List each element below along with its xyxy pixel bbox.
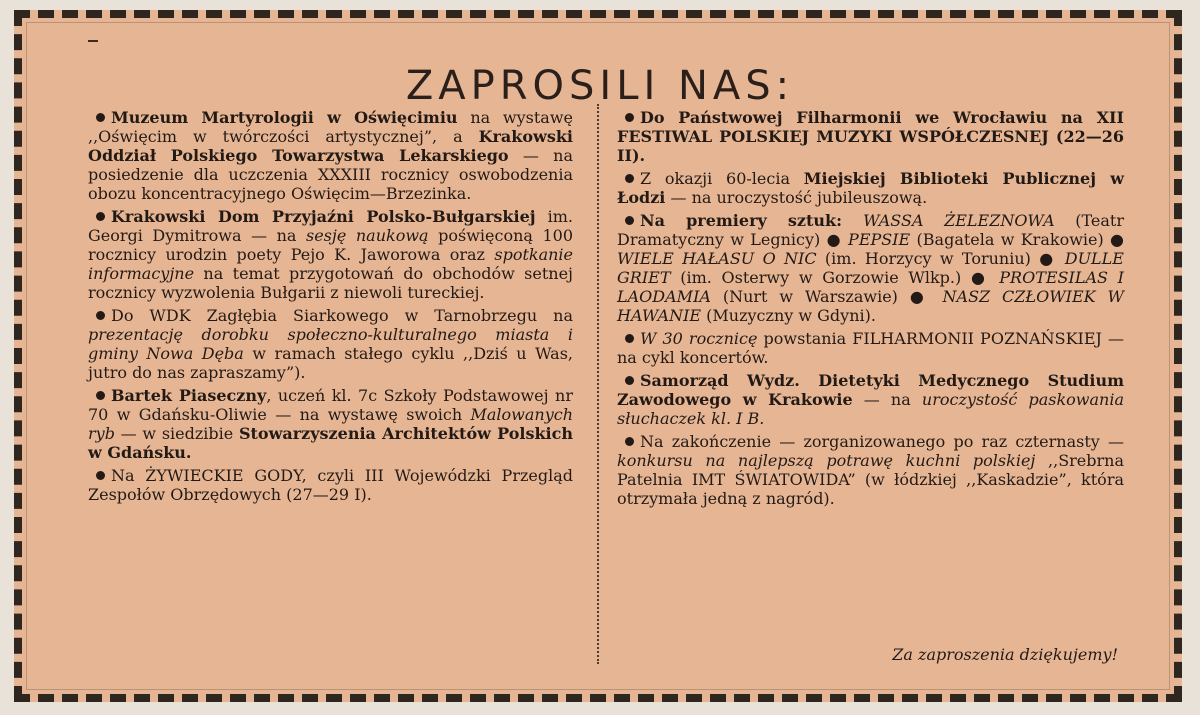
bullet-icon: [96, 212, 105, 221]
text-segment: — na posiedzenie dla uczczenia XXXIII rocznicy oswobodzenia obozu koncentracyjnego Oświęcim—Brzezinka.: [88, 146, 574, 203]
text-segment: Z okazji 60-lecia: [640, 169, 804, 188]
text-segment: na temat przygotowań do obchodów setnej rocznicy wyzwolenia Bułgarii z niewoli tureckiej.: [88, 264, 573, 302]
bullet-icon: [625, 216, 634, 225]
text-segment: poświęconą 100 rocznicy urodzin poety Pejo K. Jaworowa oraz: [88, 226, 573, 264]
text-segment: ●: [909, 287, 931, 306]
text-segment: (Nurt w Warszawie): [710, 287, 910, 306]
text-segment: (Muzyczny w Gdyni).: [701, 306, 876, 325]
invitation-item: [88, 466, 573, 504]
text-segment: WIELE HAŁASU O NIC: [617, 249, 817, 268]
text-segment: NASZ CZŁOWIEK W HAWANIE: [617, 287, 1124, 325]
text-segment: Na premiery sztuk:: [640, 211, 864, 230]
closing-line: Za zaproszenia dziękujemy!: [892, 645, 1118, 664]
text-segment: Stowarzyszenia Architektów Polskich w Gdańsku.: [88, 424, 574, 462]
text-segment: Krakowski Oddział Polskiego Towarzystwa Lekarskiego: [88, 127, 573, 165]
stray-dash-mark: [88, 40, 98, 42]
invitation-item: [88, 108, 573, 203]
bullet-icon: [96, 113, 105, 122]
invitation-item: [617, 371, 1124, 428]
text-segment: uroczystość paskowania słuchaczek kl. I B.: [617, 390, 1124, 428]
text-segment: Do Państwowej Filharmonii we Wrocławiu na XII FESTIWAL POLSKIEJ MUZYKI WSPÓŁCZESNEJ (22—26 II).: [617, 108, 1124, 165]
bullet-icon: [96, 471, 105, 480]
left-column: [88, 108, 573, 506]
right-column: [617, 108, 1124, 510]
text-segment: Miejskiej Biblioteki Publicznej w Łodzi: [617, 169, 1125, 207]
invitation-item: [617, 432, 1124, 508]
headline: ZAPROSILI NAS:: [405, 62, 795, 109]
text-segment: Malowanych ryb: [88, 405, 573, 443]
text-segment: Samorząd Wydz. Dietetyki Medycznego Studium Zawodowego w Krakowie: [617, 371, 1124, 409]
text-segment: prezentację dorobku społeczno-kulturalnego miasta i gminy Nowa Dęba: [88, 325, 573, 363]
invitation-item: [617, 329, 1124, 367]
bullet-icon: [625, 113, 634, 122]
text-segment: ●: [1039, 249, 1057, 268]
text-segment: Bartek Piaseczny: [111, 386, 267, 405]
bullet-icon: [625, 376, 634, 385]
text-segment: im. Georgi Dymitrowa — na: [88, 207, 573, 245]
text-segment: ●: [970, 268, 990, 287]
text-segment: — na: [852, 390, 922, 409]
column-divider: [597, 104, 599, 664]
text-segment: , uczeń kl. 7c Szkoły Podstawowej nr 70 w Gdańsku-Oliwie — na wystawę swoich: [88, 386, 573, 424]
bullet-icon: [625, 334, 634, 343]
text-segment: Na ŻYWIECKIE GODY, czyli III Wojewódzki Przegląd Zespołów Obrzędowych (27—29 I).: [88, 466, 573, 504]
text-segment: — na uroczystość jubileuszową.: [665, 188, 928, 207]
text-segment: (Bagatela w Krakowie): [910, 230, 1111, 249]
bullet-icon: [96, 311, 105, 320]
text-segment: (im. Osterwy w Gorzowie Wlkp.): [670, 268, 971, 287]
bullet-icon: [96, 391, 105, 400]
invitation-item: [617, 211, 1124, 325]
invitation-item: [617, 108, 1124, 165]
text-segment: W 30 rocznicę: [640, 329, 758, 348]
text-segment: DULLE GRIET: [617, 249, 1124, 287]
text-segment: PEPSIE: [841, 230, 911, 249]
text-segment: Muzeum Martyrologii w Oświęcimiu: [111, 108, 458, 127]
text-segment: Do WDK Zagłębia Siarkowego w Tarnobrzegu na: [111, 306, 573, 325]
text-segment: ●: [826, 230, 842, 249]
text-segment: ,,Srebrna Patelnia IMT ŚWIATOWIDA” (w łódzkiej ,,Kaskadzie”, która otrzymała jedną z nagród).: [617, 451, 1125, 508]
text-segment: na wystawę ,,Oświęcim w twórczości artystycznej”, a: [88, 108, 574, 146]
text-segment: (Teatr Dramatyczny w Legnicy): [617, 211, 1125, 249]
text-segment: — w siedzibie: [114, 424, 239, 443]
text-segment: PROTESILAS I LAODAMIA: [617, 268, 1124, 306]
text-segment: spotkanie informacyjne: [88, 245, 573, 283]
text-segment: (im. Horzycy w Toruniu): [816, 249, 1040, 268]
bullet-icon: [625, 437, 634, 446]
invitation-item: [88, 386, 573, 462]
text-segment: Krakowski Dom Przyjaźni Polsko-Bułgarskiej: [111, 207, 536, 226]
text-segment: konkursu na najlepszą potrawę kuchni polskiej: [617, 451, 1036, 470]
text-segment: WASSA ŻELEZNOWA: [863, 211, 1055, 230]
invitation-item: [88, 306, 573, 382]
text-segment: sesję naukową: [306, 226, 429, 245]
text-segment: Na zakończenie — zorganizowanego po raz czternasty —: [640, 432, 1124, 451]
text-segment: powstania FILHARMONII POZNAŃSKIEJ — na cykl koncertów.: [617, 329, 1124, 367]
text-segment: w ramach stałego cyklu ,,Dziś u Was, jutro do nas zapraszamy”).: [88, 344, 573, 382]
bullet-icon: [625, 174, 634, 183]
text-segment: ●: [1110, 230, 1124, 249]
invitation-item: [617, 169, 1124, 207]
invitation-item: [88, 207, 573, 302]
